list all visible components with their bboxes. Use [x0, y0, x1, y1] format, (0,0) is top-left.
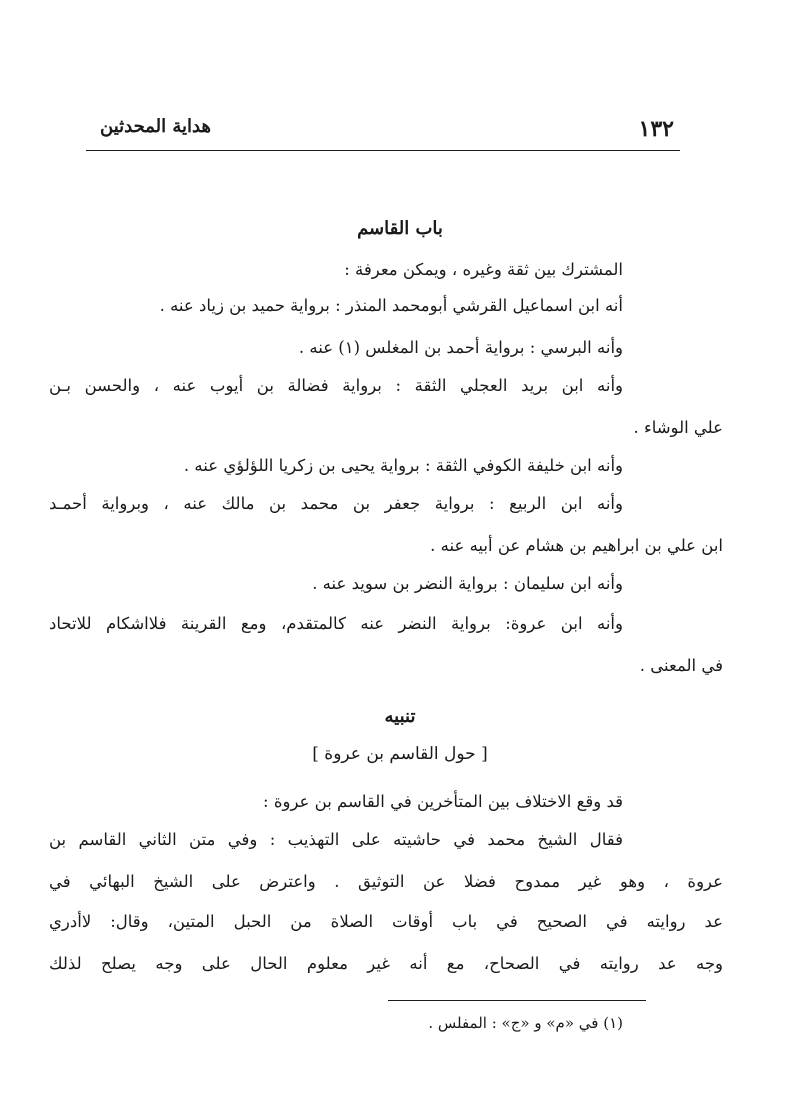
- notice-line-3: عروة ، وهو غير ممدوح فضلا عن التوثيق . واعترض على الشيخ البهائي في: [49, 872, 723, 891]
- section-line-6: وأنه ابن خليفة الكوفي الثقة : برواية يحيى بن زكريا اللؤلؤي عنه .: [183, 456, 623, 475]
- notice-line-4: عد روايته في الصحيح في باب أوقات الصلاة من الحبل المتين، وقال: لاأدري: [49, 912, 723, 931]
- section-line-8: ابن علي بن ابراهيم بن هشام عن أبيه عنه .: [430, 536, 723, 555]
- header-rule: [86, 150, 680, 151]
- running-title: هداية المحدثين: [100, 116, 211, 137]
- section-line-11: في المعنى .: [639, 656, 723, 675]
- footnote: (١) في «م» و «ج» : المفلس .: [428, 1014, 623, 1032]
- section-line-10: وأنه ابن عروة: برواية النضر عنه كالمتقدم، ومع القرينة فلااشكام للاتحاد: [49, 614, 623, 633]
- section-line-7: وأنه ابن الربيع : برواية جعفر بن محمد بن مالك عنه ، وبرواية أحمـد: [49, 494, 623, 513]
- notice-line-5: وجه عد روايته في الصحاح، مع أنه غير معلوم الحال على وجه يصلح لذلك: [49, 954, 723, 973]
- section-line-2: أنه ابن اسماعيل القرشي أبومحمد المنذر : برواية حميد بن زياد عنه .: [159, 296, 623, 315]
- section-title: باب القاسم: [357, 218, 443, 239]
- notice-title: تنبيه: [384, 706, 416, 727]
- section-line-3: وأنه البرسي : برواية أحمد بن المغلس (١) عنه .: [298, 338, 623, 357]
- page-number: ١٣٢: [638, 116, 674, 142]
- notice-subtitle: [ حول القاسم بن عروة ]: [312, 744, 488, 764]
- notice-line-1: قد وقع الاختلاف بين المتأخرين في القاسم بن عروة :: [263, 792, 623, 811]
- section-line-9: وأنه ابن سليمان : برواية النضر بن سويد عنه .: [312, 574, 623, 593]
- footnote-rule: [388, 1000, 646, 1001]
- section-line-1: المشترك بين ثقة وغيره ، ويمكن معرفة :: [344, 260, 623, 279]
- notice-line-2: فقال الشيخ محمد في حاشيته على التهذيب : وفي متن الثاني القاسم بن: [49, 830, 623, 849]
- section-line-4: وأنه ابن بريد العجلي الثقة : برواية فضالة بن أيوب عنه ، والحسن بـن: [49, 376, 623, 395]
- section-line-5: علي الوشاء .: [633, 418, 723, 437]
